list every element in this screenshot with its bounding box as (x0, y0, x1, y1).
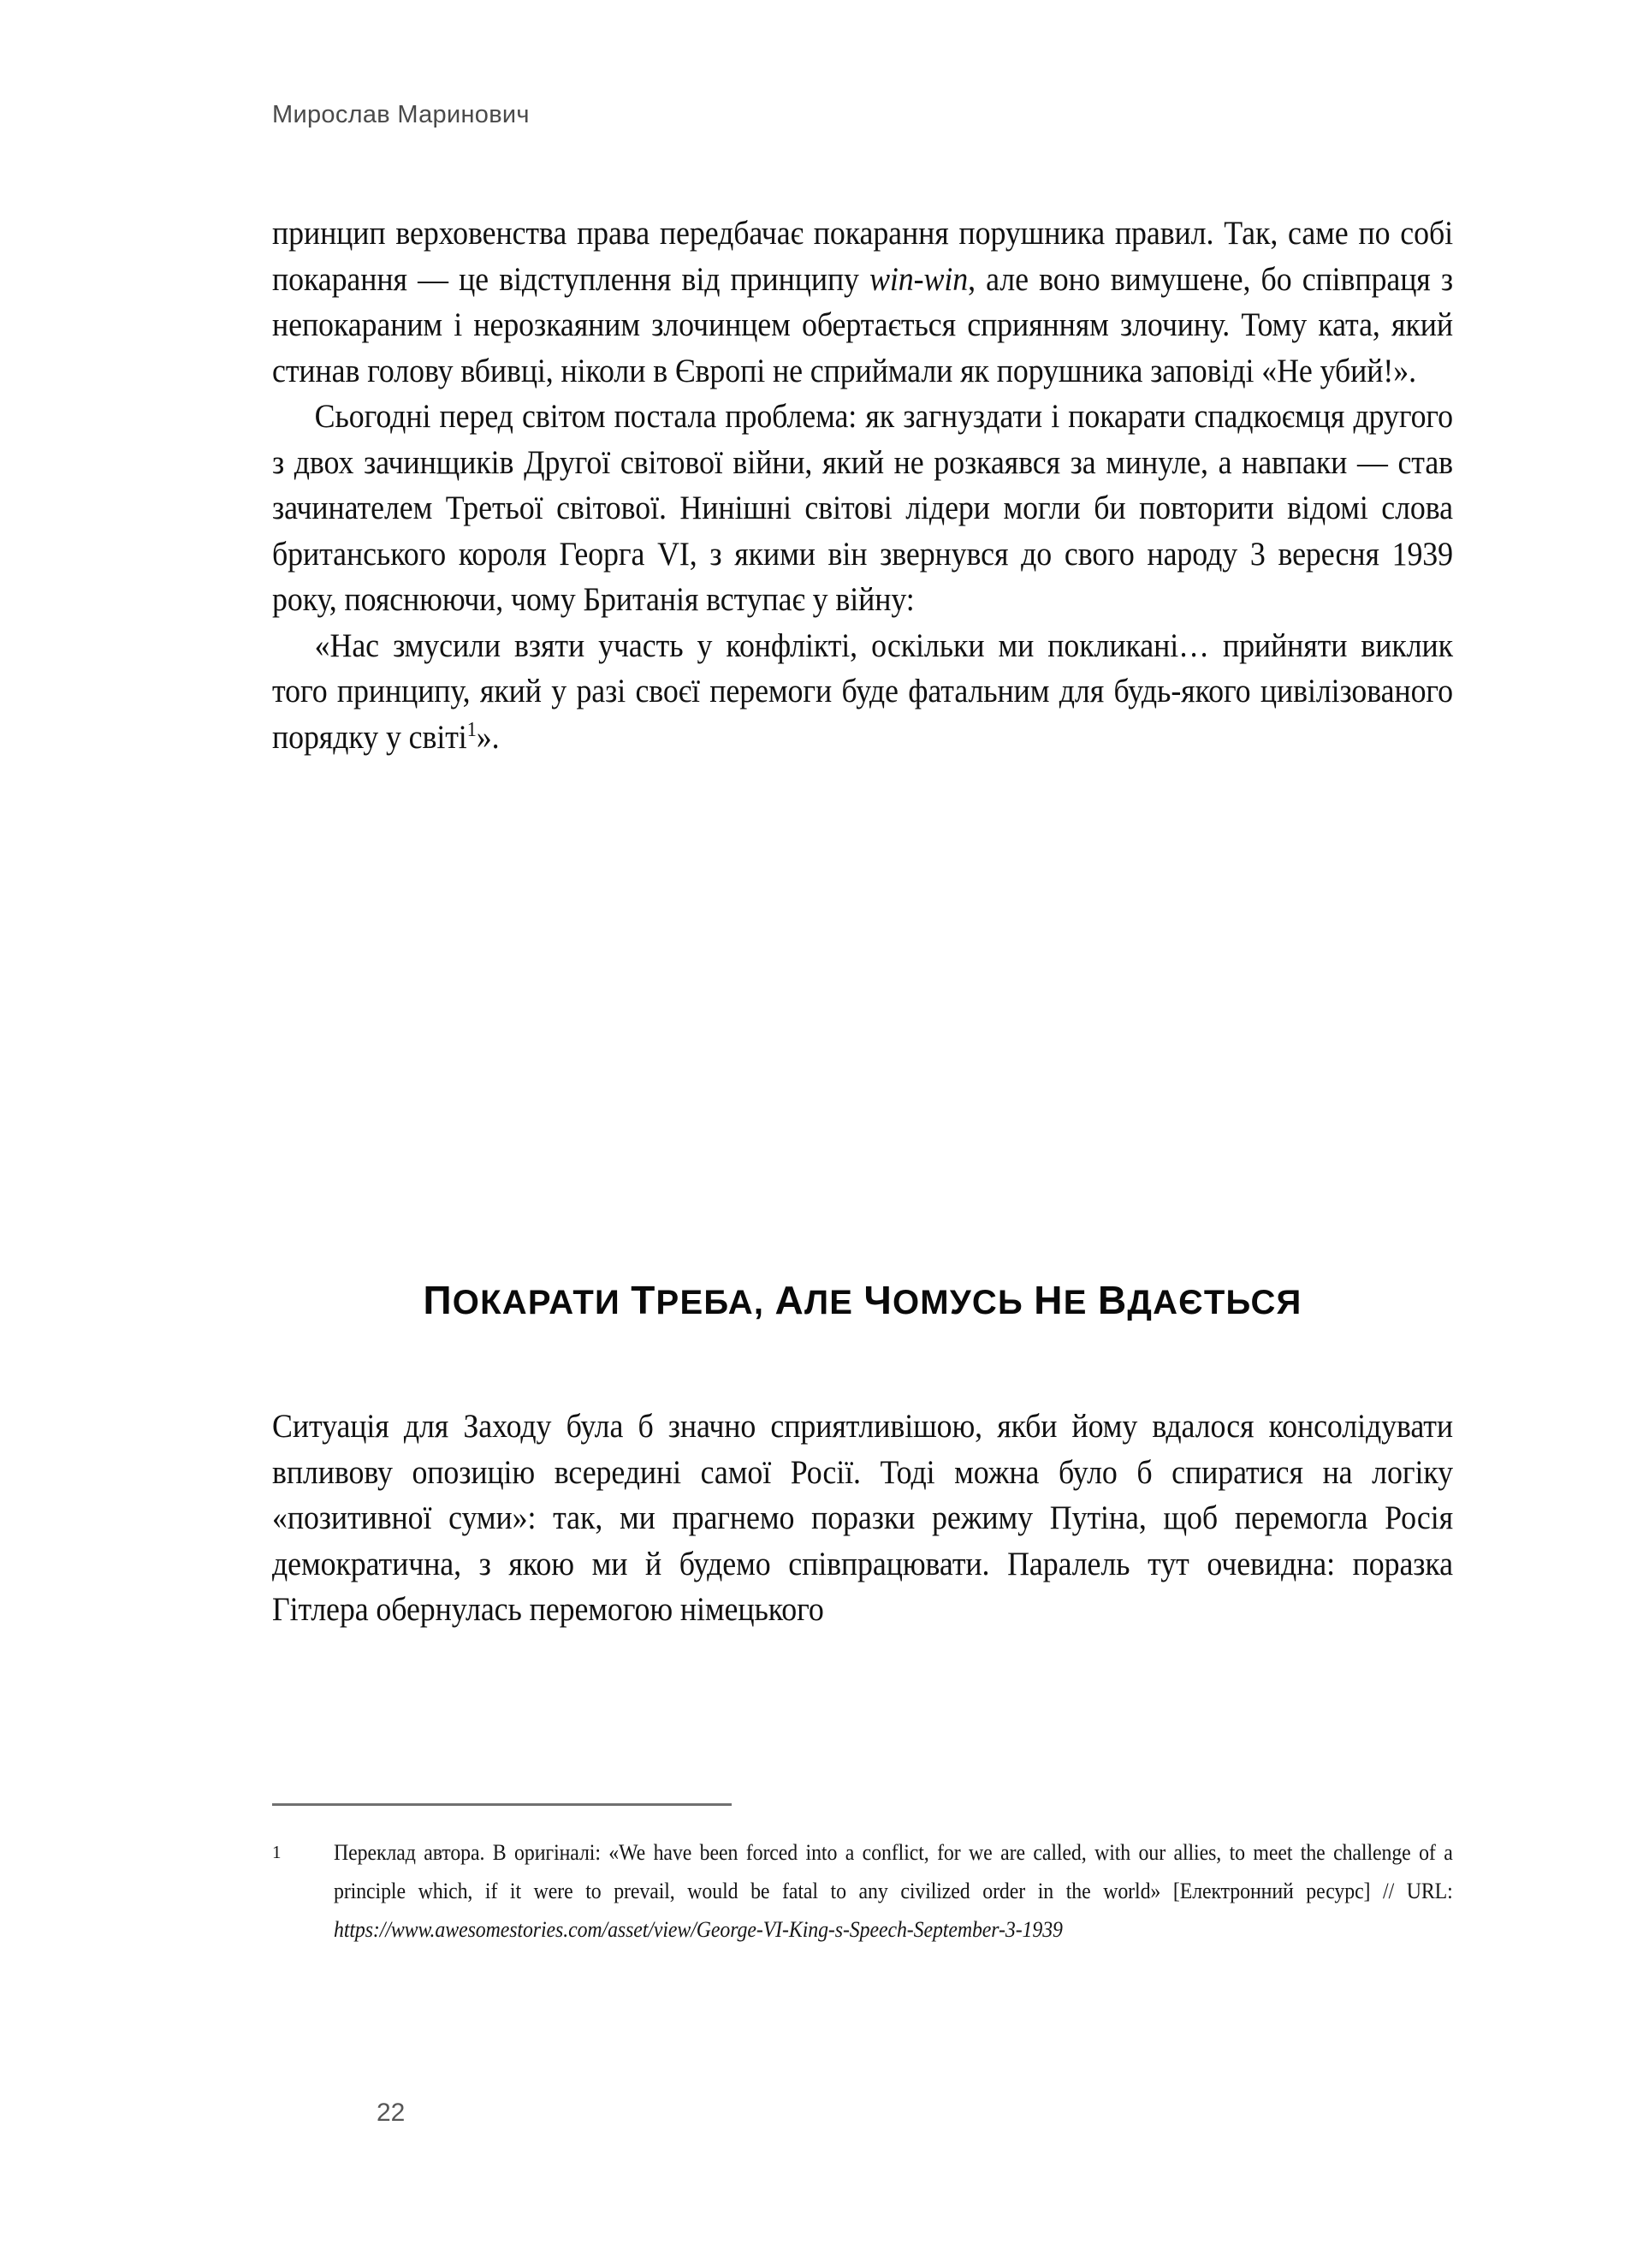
paragraph-quote-george-vi: «Нас змусили взяти участь у конфлікті, оскільки ми покликані… прийняти виклик того принципу, який у разі своєї перемоги буде фатальним для будь-якого цивілізованого порядку у світі$^1$». (272, 626, 1454, 756)
footnote-separator-rule (272, 1803, 732, 1806)
footnote-marker: 1 (272, 1842, 282, 1862)
footnote-text: Переклад автора. В оригіналі: «We have been forced into a conflict, for we are called, with our allies, to meet the challenge of a principle which, if it were to prevail, would be fatal to any civilized order in the world» [Електронний ресурс] // URL: https://www.awesomestories.com/asset/view/George-VI-King-s-Speech-September-3-1939 (334, 1839, 1453, 1942)
paragraph-rule-of-law: принцип верховенства права передбачає покарання порушника правил. Так, саме по собі покарання — це відступлення від принципу win-win, але воно вимушене, бо співпраця з непокараним і нерозкаяним злочинцем обертається сприянням злочину. Тому ката, який стинав голову вбивці, ніколи в Європі не сприймали як порушника заповіді «Не убий!». (272, 215, 1453, 389)
running-header-author: Мирослав Маринович (272, 101, 530, 128)
section-text-column (272, 1404, 1453, 1633)
paragraph-west-situation: Ситуація для Заходу була б значно сприятливішою, якби йому вдалося консолідувати впливову опозицію всередині самої Росії. Тоді можна було б спиратися на логіку «позитивної суми»: так, ми прагнемо поразки режиму Путіна, щоб перемогла Росія демократична, з якою ми й будемо співпрацювати. Паралель тут очевидна: поразка Гітлера обернулась перемогою німецького (272, 1408, 1453, 1628)
footnote-block (272, 1833, 1453, 1949)
main-text-column (272, 211, 1453, 760)
section-heading: ПОКАРАТИ ТРЕБА, АЛЕ ЧОМУСЬ НЕ ВДАЄТЬСЯ (423, 1278, 1302, 1322)
page-number: 22 (377, 2099, 406, 2127)
paragraph-today-problem: Сьогодні перед світом постала проблема: як загнуздати і покарати спадкоємця другого з двох зачинщиків Другої світової війни, який не розкаявся за минуле, а навпаки — став зачинателем Третьої світової. Нинішні світові лідери могли би повторити відомі слова британського короля Георга VI, з якими він звернувся до свого народу 3 вересня 1939 року, пояснюючи, чому Британія вступає у війну: (272, 398, 1454, 618)
